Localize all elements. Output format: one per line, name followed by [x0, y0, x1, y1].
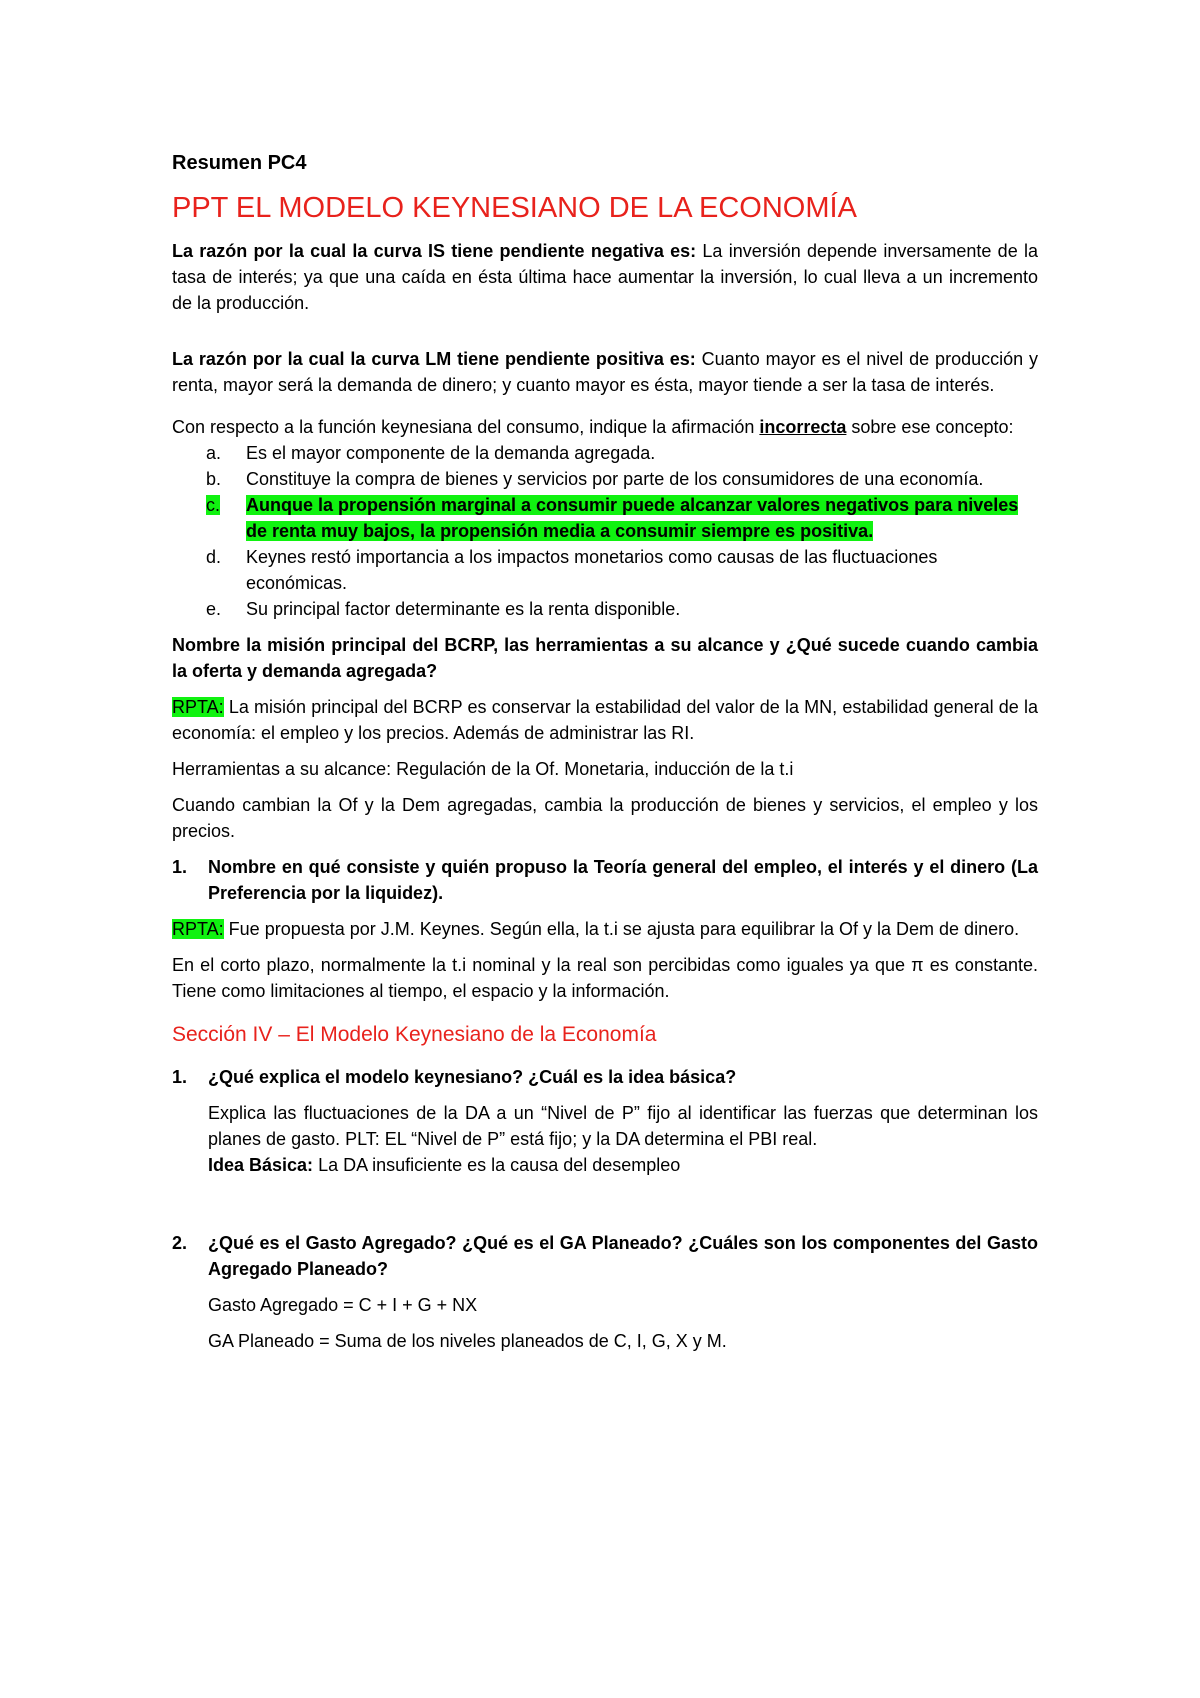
question-marker: 1. — [172, 857, 188, 877]
answer-option-e — [172, 596, 1038, 622]
option-text — [246, 492, 1038, 544]
option-marker — [172, 492, 246, 544]
option-text: Es el mayor componente de la demanda agregada. — [246, 443, 656, 463]
planned-expenditure-definition: GA Planeado = Suma de los niveles planeados de C, I, G, X y M. — [208, 1331, 727, 1351]
bcrp-answer-text: La misión principal del BCRP es conservar la estabilidad del valor de la MN, estabilidad general de la economía: el empleo y los precios. Además de administrar las RI. — [172, 697, 1038, 743]
question-marker: 1. — [172, 1067, 188, 1087]
bcrp-question: Nombre la misión principal del BCRP, las herramientas a su alcance y ¿Qué sucede cuando cambia la oferta y demanda agregada? — [172, 635, 1038, 681]
question-text: Nombre en qué consiste y quién propuso la Teoría general del empleo, el interés y el dinero (La Preferencia por la liquidez). — [208, 857, 1038, 903]
basic-idea-line — [172, 1152, 1038, 1178]
basic-idea-label: Idea Básica: — [208, 1155, 314, 1175]
main-title: PPT EL MODELO KEYNESIANO DE LA ECONOMÍA — [172, 192, 857, 224]
question-1 — [172, 854, 1038, 906]
lm-curve-lead: La razón por la cual la curva LM tiene pendiente positiva es: — [172, 349, 696, 369]
consumption-question-post: sobre ese concepto: — [846, 417, 1014, 437]
question-text: ¿Qué explica el modelo keynesiano? ¿Cuál es la idea básica? — [208, 1067, 737, 1087]
incorrect-keyword: incorrecta — [759, 417, 847, 437]
aggregate-change-paragraph: Cuando cambian la Of y la Dem agregadas, cambia la producción de bienes y servicios, el empleo y los precios. — [172, 795, 1038, 841]
section-question-1 — [172, 1064, 1038, 1090]
section-heading: Sección IV – El Modelo Keynesiano de la Economía — [172, 1023, 657, 1046]
option-marker: d. — [206, 547, 222, 567]
basic-idea-text: La DA insuficiente es la causa del desempleo — [313, 1155, 681, 1175]
section-question-1-answer: Explica las fluctuaciones de la DA a un “Nivel de P” fijo al identificar las fuerzas que determinan los planes de gasto. PLT: EL “Nivel de P” está fijo; y la DA determina el PBI real. — [208, 1103, 1038, 1149]
bcrp-answer — [172, 694, 1038, 746]
answer-option-a — [172, 440, 1038, 466]
is-curve-lead: La razón por la cual la curva IS tiene pendiente negativa es: — [172, 241, 697, 261]
aggregate-expenditure-formula: Gasto Agregado = C + I + G + NX — [208, 1295, 478, 1315]
option-text-highlight: Aunque la propensión marginal a consumir puede alcanzar valores negativos para niveles de renta muy bajos, la propensión media a consumir siempre es positiva. — [246, 495, 1019, 541]
option-text: Su principal factor determinante es la renta disponible. — [246, 599, 681, 619]
answer-option-c-correct — [172, 492, 1038, 544]
tools-paragraph: Herramientas a su alcance: Regulación de la Of. Monetaria, inducción de la t.i — [172, 759, 794, 779]
lm-curve-paragraph — [172, 346, 1038, 398]
document-label: Resumen PC4 — [172, 152, 307, 174]
option-marker: e. — [206, 599, 222, 619]
short-term-paragraph: En el corto plazo, normalmente la t.i nominal y la real son percibidas como iguales ya que π es constante. Tiene como limitaciones al tiempo, el espacio y la información. — [172, 955, 1038, 1001]
answer-option-b — [172, 466, 1038, 492]
question-1-answer — [172, 916, 1038, 942]
option-marker: a. — [206, 443, 222, 463]
option-marker: b. — [206, 469, 222, 489]
question-1-answer-text: Fue propuesta por J.M. Keynes. Según ella, la t.i se ajusta para equilibrar la Of y la Dem de dinero. — [223, 919, 1020, 939]
question-text: ¿Qué es el Gasto Agregado? ¿Qué es el GA Planeado? ¿Cuáles son los componentes del Gasto Agregado Planeado? — [208, 1233, 1038, 1279]
section-question-2 — [172, 1230, 1038, 1282]
lm-curve-body: Cuanto mayor es el nivel de producción y renta, mayor será la demanda de dinero; y cuanto mayor es ésta, mayor tiende a ser la tasa de interés. — [172, 349, 1038, 395]
option-text: Keynes restó importancia a los impactos monetarios como causas de las fluctuaciones económicas. — [246, 547, 938, 593]
rpta-label: RPTA: — [172, 697, 224, 717]
option-text: Constituye la compra de bienes y servicios por parte de los consumidores de una economía. — [246, 469, 984, 489]
is-curve-paragraph — [172, 238, 1038, 316]
question-marker: 2. — [172, 1233, 188, 1253]
consumption-question — [172, 414, 1038, 440]
answer-option-d — [172, 544, 1038, 596]
consumption-question-pre: Con respecto a la función keynesiana del consumo, indique la afirmación — [172, 417, 760, 437]
option-marker-highlight: c. — [206, 495, 221, 515]
rpta-label: RPTA: — [172, 919, 224, 939]
is-curve-body: La inversión depende inversamente de la tasa de interés; ya que una caída en ésta última hace aumentar la inversión, lo cual lleva a un incremento de la producción. — [172, 241, 1038, 313]
answer-options-list — [172, 440, 1038, 622]
